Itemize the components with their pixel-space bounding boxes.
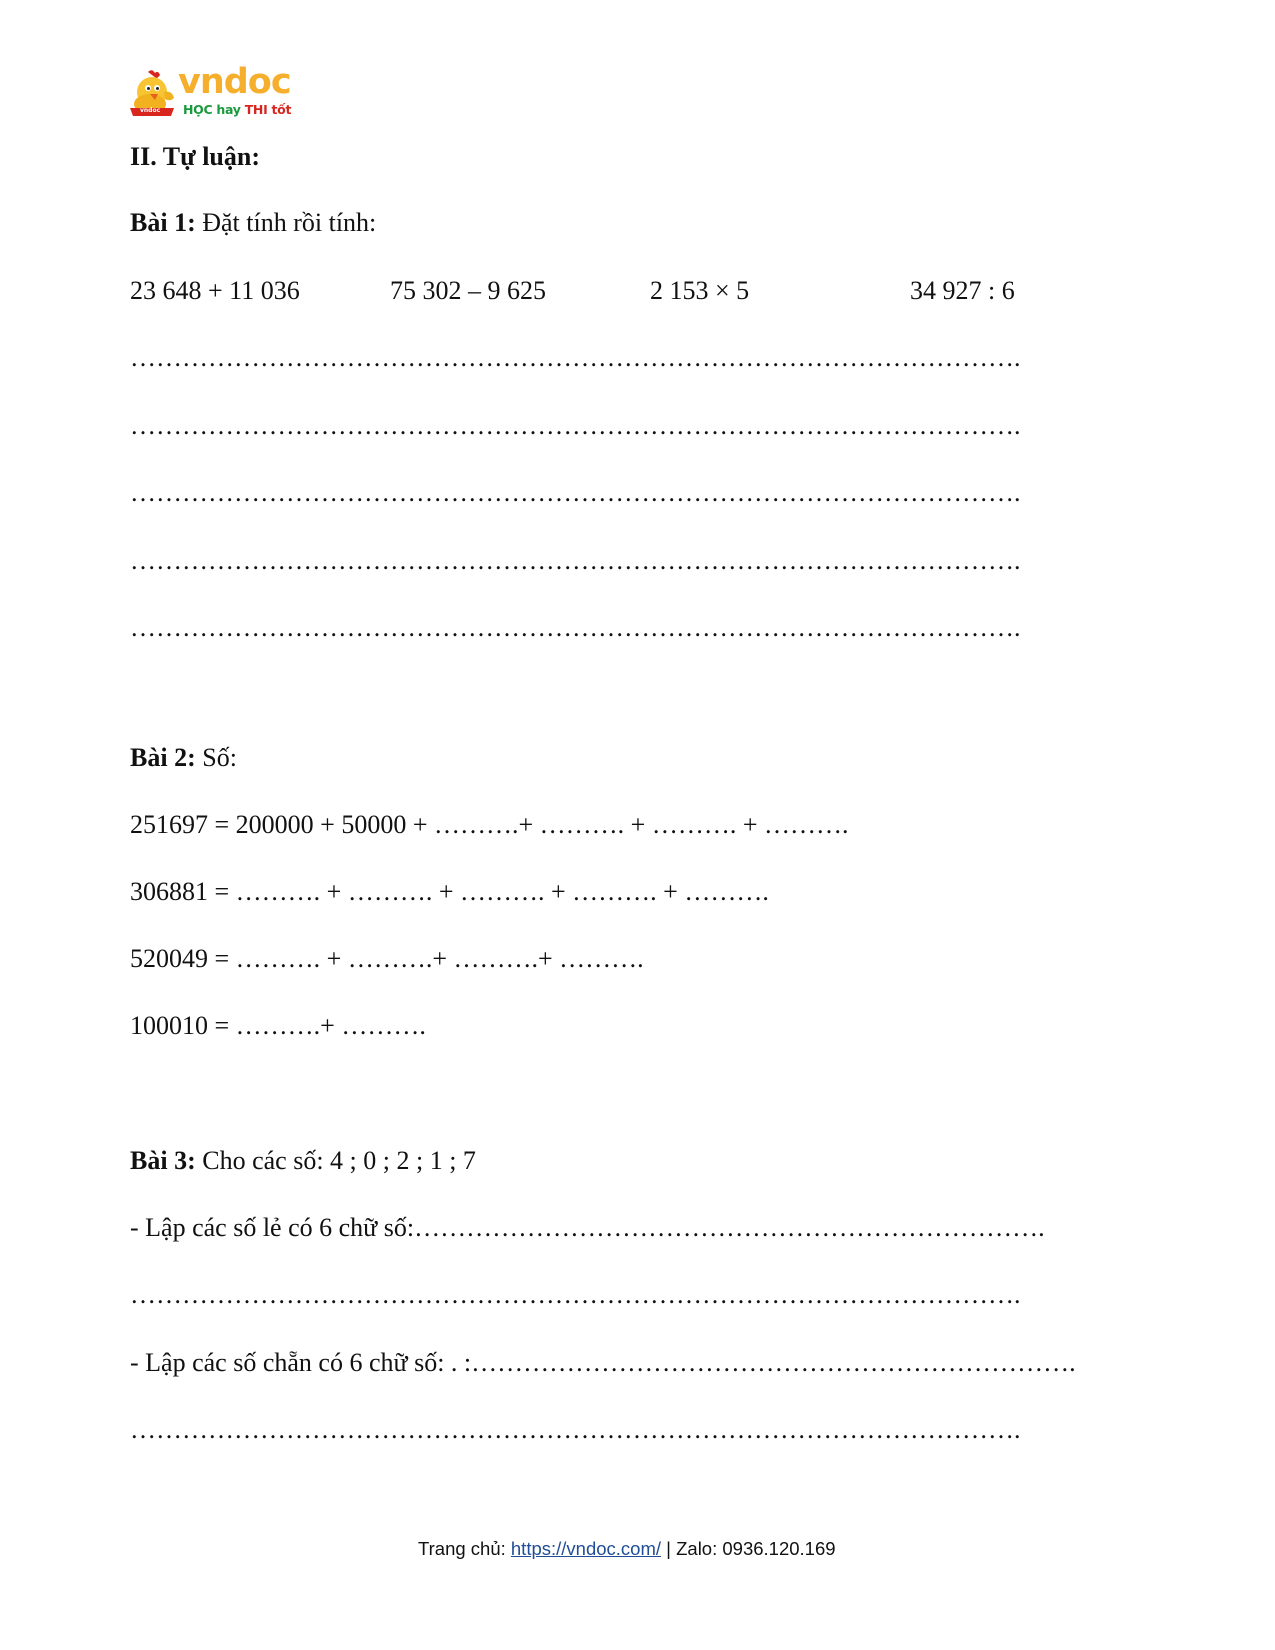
bai1-answer-line-4[interactable]: …………………………………………………………………………………………. (130, 546, 1021, 575)
bai2-heading (130, 743, 237, 773)
bai1-answer-line-2[interactable]: …………………………………………………………………………………………. (130, 411, 1021, 440)
bai1-instruction: Đặt tính rồi tính: (195, 208, 377, 237)
page-footer (418, 1538, 836, 1560)
homepage-link[interactable]: https://vndoc.com/ (510, 1538, 662, 1559)
bai2-row-3[interactable]: 520049 = ………. + ……….+ ……….+ ………. (130, 944, 644, 973)
bai1-answer-line-5[interactable]: …………………………………………………………………………………………. (130, 613, 1021, 642)
bai3-instruction: Cho các số: 4 ; 0 ; 2 ; 1 ; 7 (195, 1146, 476, 1175)
vndoc-logo (128, 62, 292, 122)
bai1-heading (130, 208, 376, 238)
bai1-answer-line-1[interactable]: …………………………………………………………………………………………. (130, 343, 1021, 372)
bai3-even-prompt[interactable]: - Lập các số chẵn có 6 chữ số: . :……………………………………………………………. (130, 1348, 1076, 1377)
bai3-odd-answer-line[interactable]: …………………………………………………………………………………………. (130, 1280, 1021, 1309)
section-title: II. Tự luận: (130, 142, 261, 171)
footer-contact: | Zalo: 0936.120.169 (661, 1538, 836, 1559)
bai1-label: Bài 1: (130, 208, 196, 237)
bai1-problem-1: 23 648 + 11 036 (130, 276, 300, 305)
bai1-problem-4: 34 927 : 6 (910, 276, 1015, 305)
bai3-label: Bài 3: (130, 1146, 196, 1175)
bai1-problem-3: 2 153 × 5 (650, 276, 750, 305)
bai3-heading (130, 1146, 476, 1176)
slogan-part2: THI tốt (244, 102, 292, 117)
brand-wordmark: vndoc (178, 62, 291, 102)
bai3-even-answer-line[interactable]: …………………………………………………………………………………………. (130, 1415, 1021, 1444)
bai2-label: Bài 2: (130, 743, 196, 772)
bai2-instruction: Số: (195, 743, 237, 772)
bai2-row-2[interactable]: 306881 = ………. + ………. + ………. + ………. + ………. (130, 877, 769, 906)
bai2-row-4[interactable]: 100010 = ……….+ ………. (130, 1011, 426, 1040)
bai1-problem-2: 75 302 – 9 625 (390, 276, 546, 305)
slogan-part1: HỌC hay (183, 102, 241, 117)
slogan (183, 102, 291, 117)
bai3-odd-prompt[interactable]: - Lập các số lẻ có 6 chữ số:………………………………………………………………. (130, 1213, 1045, 1242)
footer-prefix: Trang chủ: (418, 1538, 511, 1559)
bai1-answer-line-3[interactable]: …………………………………………………………………………………………. (130, 478, 1021, 507)
badge-text: vndoc (140, 107, 161, 114)
bai2-row-1[interactable]: 251697 = 200000 + 50000 + ……….+ ………. + ………. + ………. (130, 810, 849, 839)
